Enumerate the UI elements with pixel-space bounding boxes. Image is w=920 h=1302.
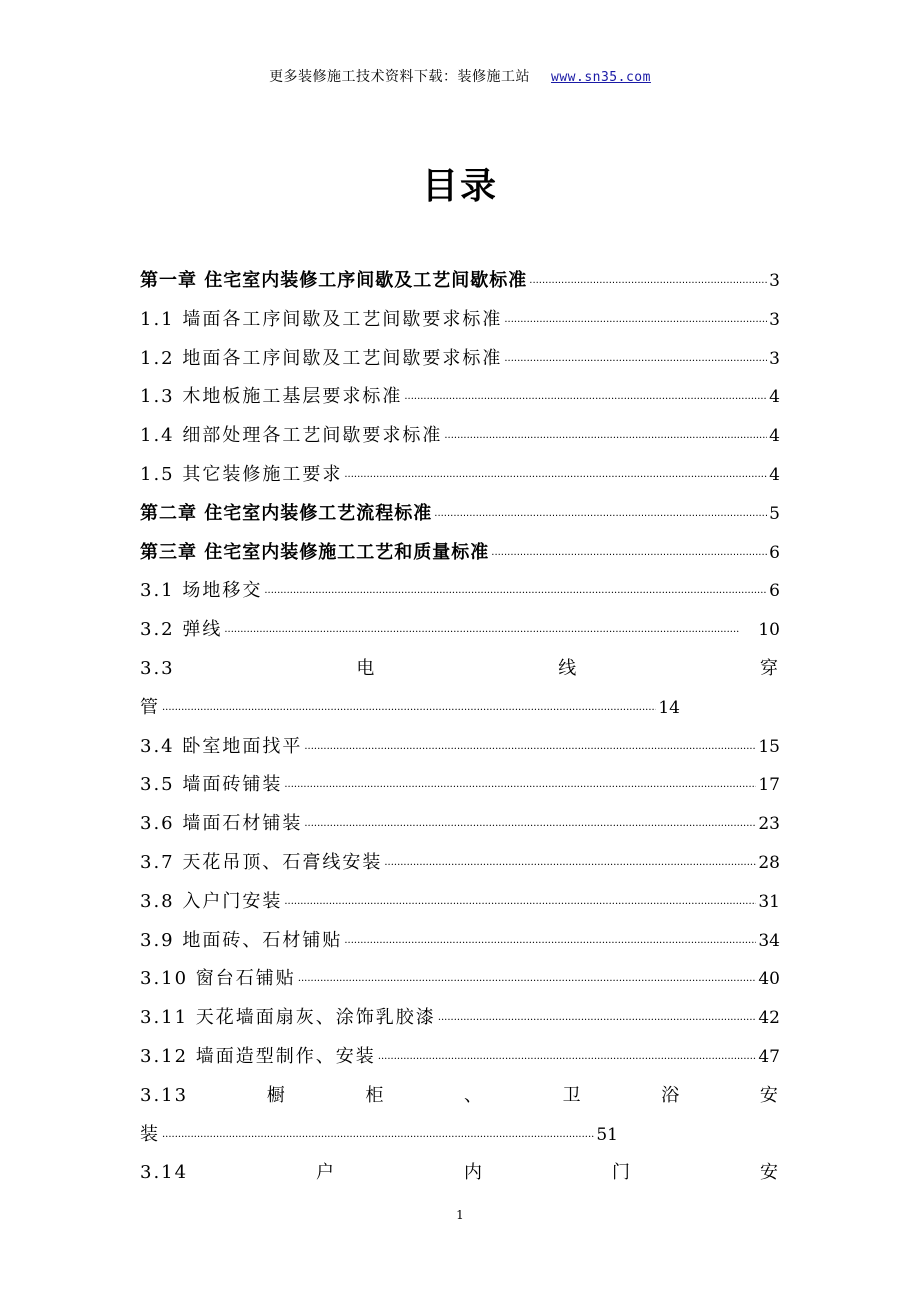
toc-entry-page: 51	[596, 1124, 618, 1145]
toc-entry-char: 户	[316, 1162, 337, 1184]
toc-entry-char: 电	[356, 657, 377, 679]
toc-entry-page: 15	[758, 736, 780, 757]
toc-entry-char: 橱	[266, 1084, 287, 1106]
toc-entry[interactable]	[140, 301, 780, 340]
toc-entry-justified[interactable]	[140, 1154, 780, 1193]
toc-entry[interactable]	[140, 805, 780, 844]
toc-entry[interactable]	[140, 340, 780, 379]
leader-dots	[378, 1041, 757, 1080]
leader-dots	[284, 886, 756, 925]
toc-entry-number: 3.13	[140, 1084, 189, 1106]
toc-entry[interactable]	[140, 766, 780, 805]
toc-entry-page: 6	[769, 542, 780, 563]
toc-entry-number: 3.3	[140, 657, 175, 679]
page-number: 1	[456, 1208, 464, 1222]
toc-entry-page: 17	[758, 775, 780, 796]
toc-entry-chapter-1[interactable]	[140, 262, 780, 301]
toc-entry[interactable]	[140, 611, 780, 650]
toc-entry-label: 3.1 场地移交	[140, 580, 263, 602]
toc-entry[interactable]	[140, 378, 780, 417]
leader-dots	[404, 381, 767, 420]
page-title: 目录	[421, 166, 498, 207]
toc-entry-char: 内	[464, 1162, 485, 1184]
page-header	[0, 66, 920, 86]
toc-entry-label: 1.1 墙面各工序间歇及工艺间歇要求标准	[140, 308, 503, 330]
toc-entry-justified[interactable]	[140, 1077, 780, 1116]
toc-entry-label: 3.10 窗台石铺贴	[140, 968, 296, 990]
leader-dots	[298, 963, 757, 1002]
toc-entry[interactable]	[140, 844, 780, 883]
toc-entry-page: 31	[758, 891, 780, 912]
toc-entry[interactable]	[140, 417, 780, 456]
toc-entry-char: 线	[558, 657, 579, 679]
toc-entry-label: 第一章 住宅室内装修工序间歇及工艺间歇标准	[140, 270, 528, 291]
leader-dots	[344, 925, 756, 964]
toc-entry-char: 门	[611, 1162, 632, 1184]
toc-entry-char: 浴	[661, 1084, 682, 1106]
toc-entry-page: 47	[758, 1046, 780, 1067]
toc-entry-page: 14	[658, 697, 680, 718]
toc-entry-label: 3.8 入户门安装	[140, 890, 283, 912]
toc-entry-page: 4	[769, 464, 780, 485]
leader-dots	[162, 692, 656, 731]
toc-entry[interactable]	[140, 922, 780, 961]
toc-entry-chapter-2[interactable]	[140, 495, 780, 534]
toc-entry-label: 1.4 细部处理各工艺间歇要求标准	[140, 425, 443, 447]
toc-entry-page: 40	[758, 969, 780, 990]
toc-entry-char: 柜	[365, 1084, 386, 1106]
leader-dots	[304, 731, 756, 770]
toc-entry-char: 、	[464, 1084, 484, 1106]
toc-entry-page: 28	[758, 852, 780, 873]
toc-entry-page: 6	[769, 581, 780, 602]
toc-entry-justified[interactable]	[140, 650, 780, 689]
toc-entry-label: 3.2 弹线	[140, 619, 223, 641]
toc-entry[interactable]	[140, 883, 780, 922]
toc-entry-label: 3.5 墙面砖铺装	[140, 774, 283, 796]
toc-entry-page: 23	[758, 814, 780, 835]
toc-entry-label: 3.6 墙面石材铺装	[140, 813, 303, 835]
toc-entry-label: 第三章 住宅室内装修施工工艺和质量标准	[140, 541, 490, 563]
toc-entry-number: 3.14	[140, 1162, 189, 1184]
website-link[interactable]: www.sn35.com	[551, 70, 651, 85]
leader-dots	[529, 265, 767, 304]
leader-dots	[434, 498, 767, 537]
toc-entry-page: 10	[758, 620, 780, 641]
toc-entry-page: 3	[769, 348, 780, 369]
leader-dots	[504, 304, 767, 343]
toc-entry-label: 3.11 天花墙面扇灰、涂饰乳胶漆	[140, 1007, 436, 1029]
toc-entry-label: 3.7 天花吊顶、石膏线安装	[140, 851, 383, 873]
toc-entry[interactable]	[140, 456, 780, 495]
toc-entry-page: 4	[769, 426, 780, 447]
toc-entry-char: 穿	[759, 657, 780, 679]
toc-entry[interactable]	[140, 960, 780, 999]
toc-entry-char: 安	[759, 1084, 780, 1106]
leader-dots	[224, 614, 756, 653]
toc-entry[interactable]	[140, 999, 780, 1038]
toc-entry[interactable]	[140, 728, 780, 767]
leader-dots	[438, 1002, 757, 1041]
toc-entry-char: 卫	[562, 1084, 583, 1106]
leader-dots	[304, 808, 756, 847]
leader-dots	[284, 769, 756, 808]
toc-entry-chapter-3[interactable]	[140, 534, 780, 573]
toc-entry-label: 1.3 木地板施工基层要求标准	[140, 386, 403, 408]
toc-entry-label: 1.5 其它装修施工要求	[140, 463, 343, 485]
toc-entry-page: 3	[769, 309, 780, 330]
toc-entry-label: 1.2 地面各工序间歇及工艺间歇要求标准	[140, 347, 503, 369]
toc-entry-continuation[interactable]	[140, 689, 680, 728]
toc-entry-continuation[interactable]	[140, 1116, 618, 1155]
toc-entry[interactable]	[140, 1038, 780, 1077]
toc-entry-page: 5	[769, 503, 780, 524]
toc-entry-label: 3.4 卧室地面找平	[140, 735, 303, 757]
toc-entry-page: 42	[758, 1008, 780, 1029]
toc-entry-label: 管	[140, 696, 160, 718]
leader-dots	[491, 537, 767, 576]
leader-dots	[264, 575, 767, 614]
toc-entry-label: 装	[140, 1123, 160, 1145]
toc-entry-label: 第二章 住宅室内装修工艺流程标准	[140, 502, 433, 524]
leader-dots	[344, 459, 767, 498]
toc-entry-page: 34	[758, 930, 780, 951]
leader-dots	[504, 343, 767, 382]
toc-entry-char: 安	[759, 1162, 780, 1184]
leader-dots	[384, 847, 756, 886]
table-of-contents	[140, 262, 780, 1193]
toc-entry-page: 3	[769, 271, 780, 291]
leader-dots	[162, 1119, 594, 1158]
leader-dots	[444, 420, 767, 459]
toc-entry-label: 3.9 地面砖、石材铺贴	[140, 929, 343, 951]
toc-entry-label: 3.12 墙面造型制作、安装	[140, 1045, 376, 1067]
toc-entry[interactable]	[140, 572, 780, 611]
toc-entry-page: 4	[769, 387, 780, 408]
header-text: 更多装修施工技术资料下载：装修施工站	[269, 69, 531, 85]
